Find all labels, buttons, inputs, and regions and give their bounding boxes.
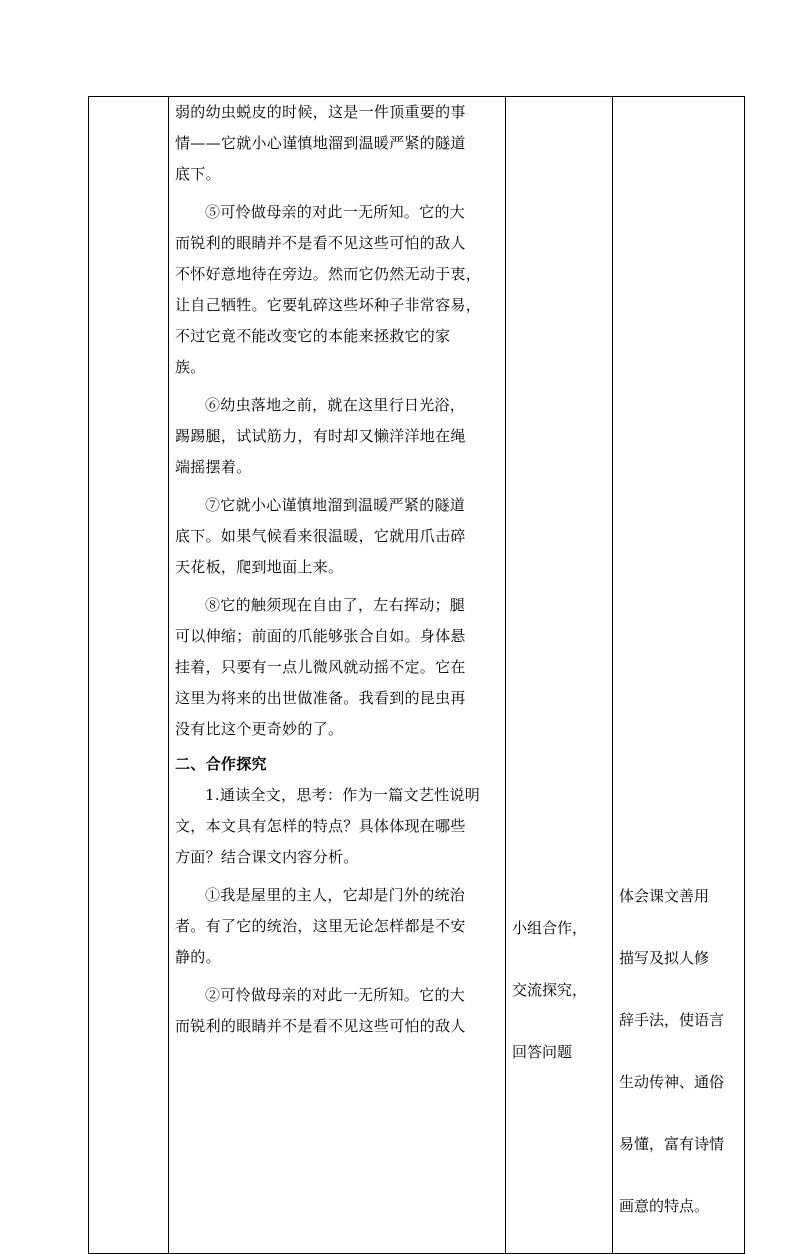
paragraph-7-line: ⑦它就小心谨慎地溜到温暖严紧的隧道 <box>205 496 466 514</box>
design-intent-line: 画意的特点。 <box>619 1197 710 1215</box>
student-activity-line: 交流探究， <box>512 981 588 999</box>
lesson-plan-table <box>88 96 745 1254</box>
teaching-content <box>175 97 499 1042</box>
paragraph-8-line: 挂着，只要有一点儿微风就动摇不定。它在 <box>175 658 466 676</box>
paragraph-8-line: 这里为将来的出世做准备。我看到的昆虫再 <box>175 689 466 707</box>
paragraph-5-line: 让自己牺牲。它要轧碎这些坏种子非常容易， <box>175 296 482 314</box>
paragraph-6-line: ⑥幼虫落地之前，就在这里行日光浴， <box>205 396 466 414</box>
paragraph-8-line: 没有比这个更奇妙的了。 <box>175 720 344 738</box>
design-intent <box>619 97 738 1253</box>
student-activity-line: 小组合作， <box>512 919 588 937</box>
quote-2-line: 而锐利的眼睛并不是看不见这些可怕的敌人 <box>175 1017 466 1035</box>
design-intent-cell <box>613 97 745 1254</box>
paragraph-6-line: 踢踢腿，试试筋力，有时却又懒洋洋地在绳 <box>175 427 466 445</box>
paragraph-8-line: 可以伸缩；前面的爪能够张合自如。身体悬 <box>175 627 466 645</box>
paragraph-6-line: 端摇摆着。 <box>175 458 252 476</box>
student-activity-line: 回答问题 <box>512 1043 573 1061</box>
quote-1-line: 者。有了它的统治，这里无论怎样都是不安 <box>175 917 466 935</box>
quote-1-line: 静的。 <box>175 948 221 966</box>
paragraph-5-line: 不怀好意地待在旁边。然而它仍然无动于衷， <box>175 265 482 283</box>
quote-1-line: ①我是屋里的主人，它却是门外的统治 <box>205 886 466 904</box>
design-intent-line: 描写及拟人修 <box>619 949 710 967</box>
design-intent-line: 体会课文善用 <box>619 887 710 905</box>
text-line: 情——它就小心谨慎地溜到温暖严紧的隧道 <box>175 134 466 152</box>
paragraph-8-line: ⑧它的触须现在自由了，左右挥动；腿 <box>205 596 466 614</box>
task-1-line: 方面？结合课文内容分析。 <box>175 848 359 866</box>
text-line: 底下。 <box>175 165 221 183</box>
student-activity-cell <box>506 97 613 1254</box>
design-intent-line: 辞手法，使语言 <box>619 1011 725 1029</box>
text-line: 弱的幼虫蜕皮的时候，这是一件顶重要的事 <box>175 103 466 121</box>
table-row <box>89 97 745 1254</box>
task-1-line: 1.通读全文，思考：作为一篇文艺性说明 <box>205 786 481 804</box>
paragraph-5-line: 族。 <box>175 358 206 376</box>
task-1-line: 文，本文具有怎样的特点？具体体现在哪些 <box>175 817 466 835</box>
design-intent-line: 生动传神、通俗 <box>619 1073 725 1091</box>
paragraph-5-line: ⑤可怜做母亲的对此一无所知。它的大 <box>205 203 466 221</box>
paragraph-7-line: 底下。如果气候看来很温暖，它就用爪击碎 <box>175 527 466 545</box>
paragraph-5-line: 不过它竟不能改变它的本能来拯救它的家 <box>175 327 451 345</box>
empty-cell <box>89 97 169 1254</box>
section-heading: 二、合作探究 <box>175 755 267 773</box>
student-activity <box>512 97 606 1099</box>
paragraph-7-line: 天花板，爬到地面上来。 <box>175 558 344 576</box>
teaching-content-cell <box>169 97 506 1254</box>
design-intent-line: 易懂，富有诗情 <box>619 1135 725 1153</box>
paragraph-5-line: 而锐利的眼睛并不是看不见这些可怕的敌人 <box>175 234 466 252</box>
quote-2-line: ②可怜做母亲的对此一无所知。它的大 <box>205 986 466 1004</box>
